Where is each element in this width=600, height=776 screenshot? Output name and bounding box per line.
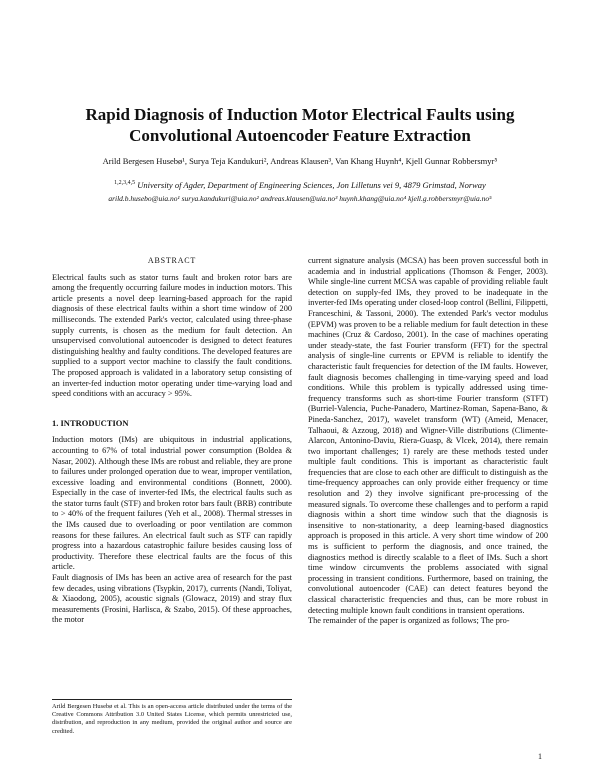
left-column [52,256,292,626]
introduction-heading: 1. INTRODUCTION [52,417,129,428]
right-column [308,256,548,756]
introduction-paragraph-4: The remainder of the paper is organized as follows; The pro- [308,616,510,626]
page-number: 1 [538,752,542,761]
introduction-paragraph-1: Induction motors (IMs) are ubiquitous in industrial applications, accounting to 67% of total industrial power consumption (Boldea & Nasar, 2002). Although these IMs are robust and reliable, they are prone to failures under prolonged operation due to wear, improper ventilation, excessive loading and environmental conditions (Bonnett, 2000). Especially in the case of inverter-fed IMs, the electrical faults such as the stator turns fault (STF) and broken rotor bars fault (BRB) contribute to > 40% of the frequent failures (Yeh et al., 2008). Thermal stresses in the IMs caused due to overloading or poor ventilation are common reasons for these failures. An electrical fault such as STF can rapidly progress into a hazardous catastrophic failure besides causing loss of productivity. Therefore these electrical faults are the focus of this article. [52,435,292,572]
introduction-paragraph-2: Fault diagnosis of IMs has been an active area of research for the past few decades, using vibrations (Tsypkin, 2017), currents (Nandi, Toliyat, & Xiaodong, 2005), acoustic signals (Glowacz, 2019) and stray flux measurements (Frosini, Harlisca, & Szabo, 2015). Of these approaches, the motor [52,573,292,625]
introduction-paragraph-3: current signature analysis (MCSA) has been proven successful both in academia and in industrial applications (Thomson & Fenger, 2003). While single-line current MCSA was capable of providing reliable fault detection on supply-fed IMs, they proved to be inadequate in the inverter-fed IMs operating under closed-loop control (Bellini, Filippetti, Franceschini, & Tassoni, 2000). The extended Park's vector modulus (EPVM) was proven to be a reliable medium for fault detection in these machines (Cruz & Cardoso, 2001). In the case of machines operating under steady-state, the fast Fourier transform (FFT) for the spectral analysis of single-line currents or EPVM is reliable to identify the characteristic fault frequencies for detection of the IM faults. However, fault diagnosis becomes challenging in time-varying speed and load conditions. While this problem is typically addressed using time-frequency transforms such as short-time Fourier transform (STFT) (Burriel-Valencia, Puche-Panadero, Martinez-Roman, Sapena-Bano, & Pineda-Sanchez, 2017), wavelet transform (WT) (Ameid, Menacer, Talhaoui, & Azzoug, 2018) and Wigner-Ville distributions (Climente-Alarcon, Antonino-Daviu, Riera-Guasp, & Vlcek, 2014), there remain two important challenges; 1) rarely are these methods tested under multiple fault conditions. This is important as characteristic fault frequencies that are close to each other are difficult to distinguish as the time-frequency approaches can only provide either frequency or time resolution and 2) they involve significant pre-processing of the measured signals. To overcome these challenges and to perform a rapid diagnosis within a short time window such that the diagnosis is insensitive to non-stationarity, a deep learning-based diagnostics approach is proposed in this article. A very short time window of 200 ms is sufficient to perform the diagnosis, and once trained, the diagnostics method is directly scalable to a fleet of IMs. Such a short time window circumvents the problems associated with signal processing in transient conditions. Furthermore, based on training, the convolutional autoencoder (CAE) can detect features beyond the classical characteristic frequencies and thus, can be more robust in detecting multiple known fault conditions in transient operations. [308,256,548,615]
affiliation-superscript: 1,2,3,4,5 [114,180,136,187]
author-emails: arild.b.husebo@uia.no¹ surya.kandukuri@uia.no² andreas.klausen@uia.no³ huynh.khang@uia.no⁴ kjell.g.robbersmyr@uia.no⁵ [108,194,492,203]
license-footnote: Arild Bergesen Husebø et al. This is an open-access article distributed under the terms of the Creative Commons Attribution 3.0 United States License, which permits unrestricted use, distribution, and reproduction in any medium, provided the original author and source are credited. [52,699,292,736]
paper-title: Rapid Diagnosis of Induction Motor Electrical Faults using Convolutional Autoencoder Feature Extraction [85,105,515,145]
affiliation-text: University of Agder, Department of Engineering Sciences, Jon Lilletuns vei 9, 4879 Grimstad, Norway [137,180,486,190]
affiliation [20,180,580,190]
abstract-text: Electrical faults such as stator turns fault and broken rotor bars are among the frequently occurring failure modes in induction motors. This article presents a novel deep learning-based approach for the rapid diagnosis of these electrical faults within a short time window of 200 milliseconds. The extended Park's vector, calculated using three-phase supply currents, is chosen as the medium for fault detection. An unsupervised convolutional autoencoder is designed to detect features distinguishing healthy and faulty conditions. The developed features are supplied to a support vector machine to classify the fault conditions. The proposed approach is validated in a laboratory setup consisting of an inverter-fed induction motor operating under time-varying load and speed conditions with an accuracy > 95%. [52,272,292,399]
abstract-heading: ABSTRACT [147,256,197,265]
author-list: Arild Bergesen Husebø¹, Surya Teja Kandukuri², Andreas Klausen³, Van Khang Huynh⁴, Kjell Gunnar Robbersmyr⁵ [102,156,498,166]
